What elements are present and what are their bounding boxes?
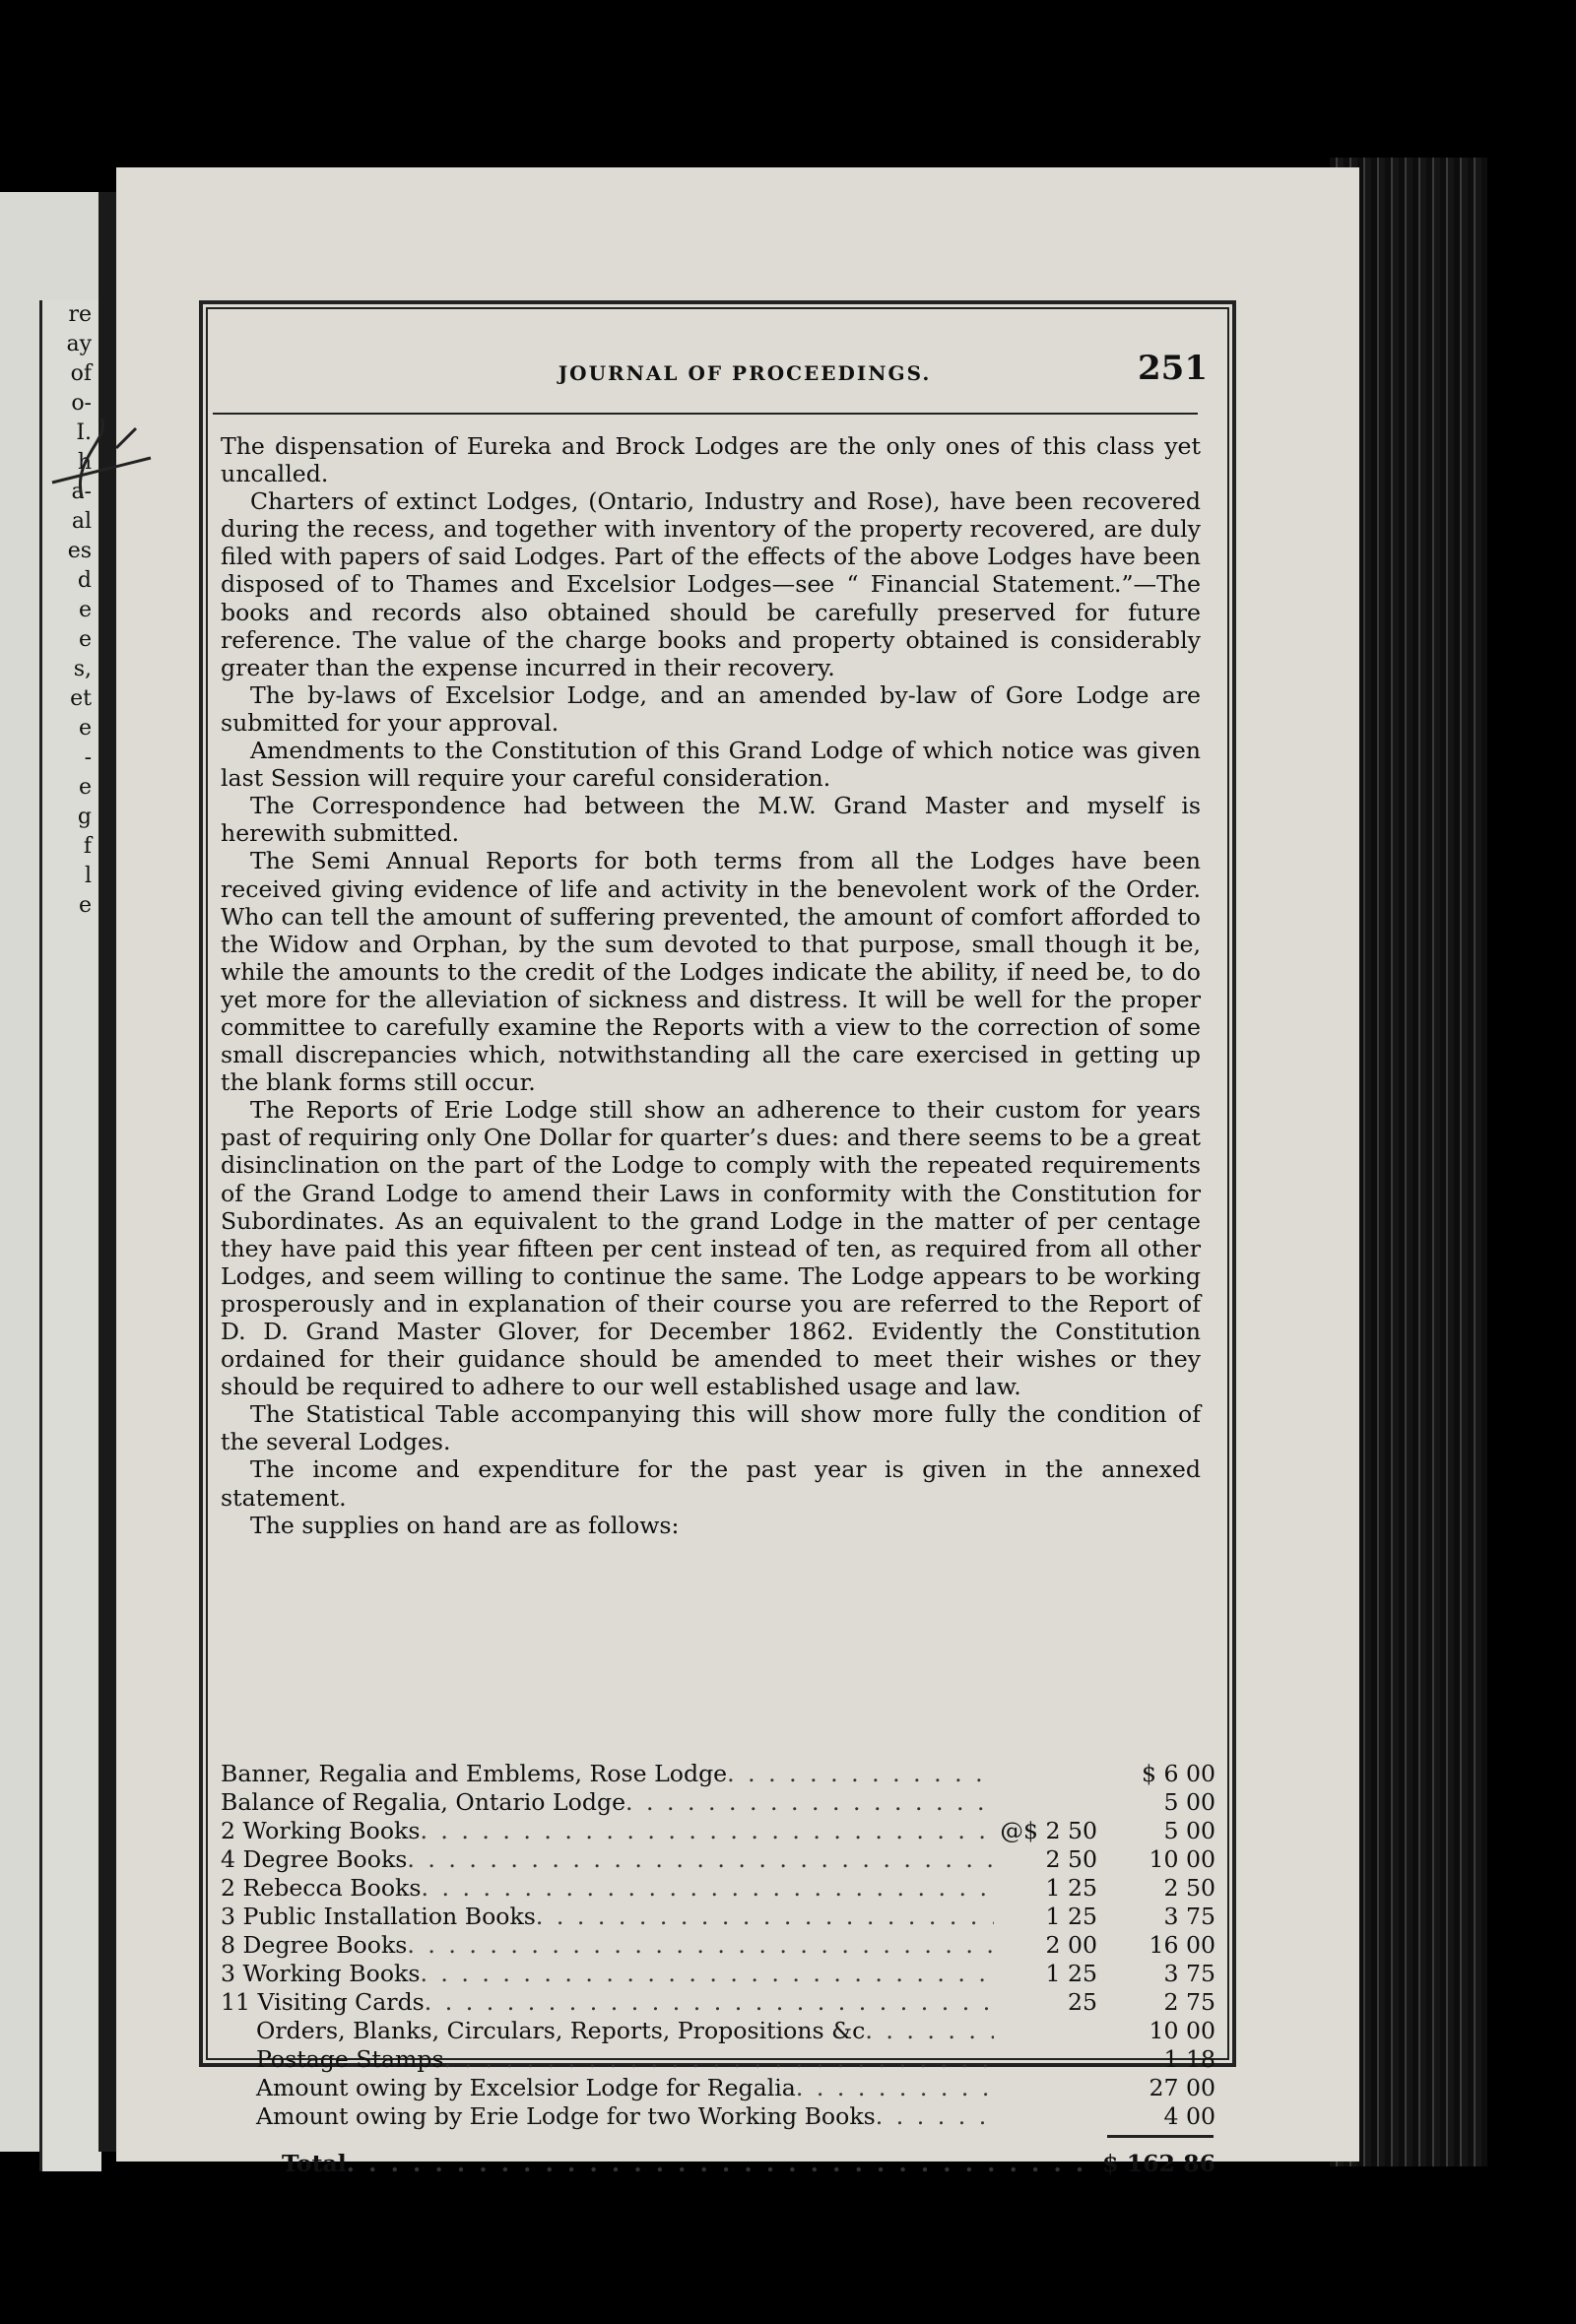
facing-page-fragment: re (68, 302, 92, 327)
facing-page-fragment: f (83, 834, 92, 859)
facing-page-fragment: e (78, 893, 92, 918)
supply-rate: 1 25 (1045, 1960, 1097, 1987)
leader-dots (347, 2150, 1097, 2178)
supply-row (221, 1845, 1215, 1874)
supply-label: Amount owing by Excelsior Lodge for Regalia (256, 2074, 796, 2101)
page-number: 251 (1138, 349, 1208, 388)
facing-page-fragment: a- (71, 480, 92, 504)
supply-label: 3 Public Installation Books (221, 1903, 536, 1930)
facing-page-fragment: h (77, 450, 92, 475)
total-amount: $ 162 86 (1102, 2150, 1215, 2177)
leader-dots (796, 2074, 994, 2102)
supply-amount: 3 75 (1163, 1960, 1215, 1987)
supply-amount: 2 75 (1163, 1988, 1215, 2016)
leader-dots (420, 1817, 994, 1845)
supply-amount: 3 75 (1163, 1903, 1215, 1930)
facing-page-fragment: l (84, 864, 92, 888)
supply-amount: 10 00 (1149, 1845, 1215, 1873)
facing-page-fragment: e (78, 775, 92, 800)
supply-row (221, 1960, 1215, 1988)
facing-page-fragment: o- (71, 391, 92, 416)
supply-label: 8 Degree Books (221, 1931, 408, 1959)
supply-label: Orders, Blanks, Circulars, Reports, Propositions &c (256, 2017, 866, 2044)
supply-row (221, 1760, 1215, 1788)
paragraph: Charters of extinct Lodges, (Ontario, Industry and Rose), have been recovered during the recess, and together with inventory of the property recovered, are duly filed with papers of said Lodges. Part of the effects of the above Lodges have been disposed of to Thames and Excelsior Lodges—see “ Financial Statement.”—The books and records also obtained should be carefully preserved for future reference. The value of the charge books and property obtained is considerably greater than the expense incurred in their recovery. (221, 487, 1201, 681)
leader-dots (420, 1960, 994, 1988)
supply-row (221, 2074, 1215, 2102)
paragraph: Amendments to the Constitution of this Grand Lodge of which notice was given last Session will require your careful consideration. (221, 737, 1201, 793)
book-page (116, 167, 1359, 2177)
supply-amount: $ 6 00 (1141, 1760, 1215, 1787)
paragraph: The income and expenditure for the past year is given in the annexed statement. (221, 1455, 1201, 1512)
supply-rate: @$ 2 50 (1000, 1817, 1097, 1844)
page-frame (199, 300, 1236, 2177)
supply-row (221, 1903, 1215, 1931)
total-label: Total (282, 2150, 347, 2177)
running-head: JOURNAL OF PROCEEDINGS. (558, 361, 932, 385)
paragraph: The dispensation of Eureka and Brock Lodges are the only ones of this class yet uncalled. (221, 432, 1201, 488)
supply-amount: 5 00 (1163, 1817, 1215, 1844)
supply-amount: 27 00 (1149, 2074, 1215, 2101)
facing-page-fragment: I. (76, 420, 92, 445)
facing-page-fragment: g (77, 805, 92, 829)
supply-amount: 10 00 (1149, 2017, 1215, 2044)
paragraph: The Correspondence had between the M.W. Grand Master and myself is herewith submitted. (221, 792, 1201, 848)
supply-label: Balance of Regalia, Ontario Lodge (221, 1788, 626, 1816)
supply-row (221, 1988, 1215, 2017)
supply-rate: 1 25 (1045, 1903, 1097, 1930)
leader-dots (876, 2102, 994, 2131)
leader-dots (536, 1903, 994, 1931)
facing-page-fragment: e (78, 716, 92, 741)
body-text (221, 432, 1201, 1539)
supply-row (221, 2045, 1215, 2074)
pencil-mark (42, 399, 170, 507)
supply-label: 11 Visiting Cards (221, 1988, 425, 2016)
facing-page-fragment: e (78, 598, 92, 622)
supply-label: Postage Stamps (256, 2045, 444, 2073)
supply-row (221, 1874, 1215, 1903)
supply-rate: 25 (1067, 1988, 1097, 2016)
paragraph: The Reports of Erie Lodge still show an adherence to their custom for years past of requiring only One Dollar for quarter’s dues: and there seems to be a great disinclination on the part of the Lodge to comply with the repeated requirements of the Grand Lodge to amend their Laws in conformity with the Constitution for Subordinates. As an equivalent to the grand Lodge in the matter of per centage they have paid this year fifteen per cent instead of ten, as required from all other Lodges, and seem willing to continue the same. The Lodge appears to be working prosperously and in explanation of their course you are referred to the Report of D. D. Grand Master Glover, for December 1862. Evidently the Constitution ordained for their guidance should be amended to meet their wishes or they should be required to adhere to our well established usage and law. (221, 1096, 1201, 1401)
supply-rate: 2 00 (1045, 1931, 1097, 1959)
supply-row (221, 1931, 1215, 1960)
leader-dots (425, 1988, 994, 2017)
facing-page-fragment: es (67, 539, 92, 563)
supply-rate: 1 25 (1045, 1874, 1097, 1902)
facing-page-fragment: of (70, 361, 92, 386)
supply-row (221, 1788, 1215, 1817)
leader-dots (444, 2045, 994, 2074)
supply-label: Amount owing by Erie Lodge for two Working Books (256, 2102, 876, 2130)
supply-amount: 16 00 (1149, 1931, 1215, 1959)
supply-label: 2 Rebecca Books (221, 1874, 422, 1902)
facing-page-fragment: ay (66, 332, 92, 356)
facing-page-fragment: s, (73, 657, 92, 681)
supplies-table (221, 1760, 1215, 2178)
leader-dots (727, 1760, 994, 1788)
facing-page-fragment: - (84, 745, 92, 770)
supply-row (221, 2017, 1215, 2045)
header-rule (213, 413, 1198, 415)
leader-dots (407, 1845, 994, 1874)
leader-dots (407, 1931, 994, 1960)
facing-page-fragment: al (71, 509, 92, 534)
paragraph: The supplies on hand are as follows: (250, 1511, 680, 1539)
supply-row (221, 2102, 1215, 2131)
supply-label: 4 Degree Books (221, 1845, 408, 1873)
supply-row (221, 1817, 1215, 1845)
leader-dots (421, 1874, 994, 1903)
supply-label: 3 Working Books (221, 1960, 421, 1987)
supply-amount: 4 00 (1163, 2102, 1215, 2130)
total-row (221, 2150, 1215, 2178)
paragraph: The Semi Annual Reports for both terms from all the Lodges have been received giving evidence of life and activity in the benevolent work of the Order. Who can tell the amount of suffering prevented, the amount of comfort afforded to the Widow and Orphan, by the sum devoted to that purpose, small though it be, while the amounts to the credit of the Lodges indicate the ability, if need be, to do yet more for the alleviation of sickness and distress. It will be well for the proper committee to carefully examine the Reports with a view to the correction of some small discrepancies which, notwithstanding all the care exercised in getting up the blank forms still occur. (221, 847, 1201, 1097)
supply-amount: 2 50 (1163, 1874, 1215, 1902)
leader-dots (625, 1788, 994, 1817)
leader-dots (865, 2017, 994, 2045)
facing-page-fragment: et (70, 686, 92, 711)
paragraph: The Statistical Table accompanying this will show more fully the condition of the several Lodges. (221, 1400, 1201, 1456)
supply-amount: 1 18 (1163, 2045, 1215, 2073)
total-rule (1107, 2135, 1214, 2144)
paragraph: The by-laws of Excelsior Lodge, and an amended by-law of Gore Lodge are submitted for your approval. (221, 680, 1201, 737)
supply-label: Banner, Regalia and Emblems, Rose Lodge (221, 1760, 728, 1787)
facing-page-fragment: e (78, 627, 92, 652)
supply-rate: 2 50 (1045, 1845, 1097, 1873)
supply-amount: 5 00 (1163, 1788, 1215, 1816)
supply-label: 2 Working Books (221, 1817, 421, 1844)
facing-page-text (39, 300, 101, 2171)
facing-page-fragment: d (77, 568, 92, 593)
